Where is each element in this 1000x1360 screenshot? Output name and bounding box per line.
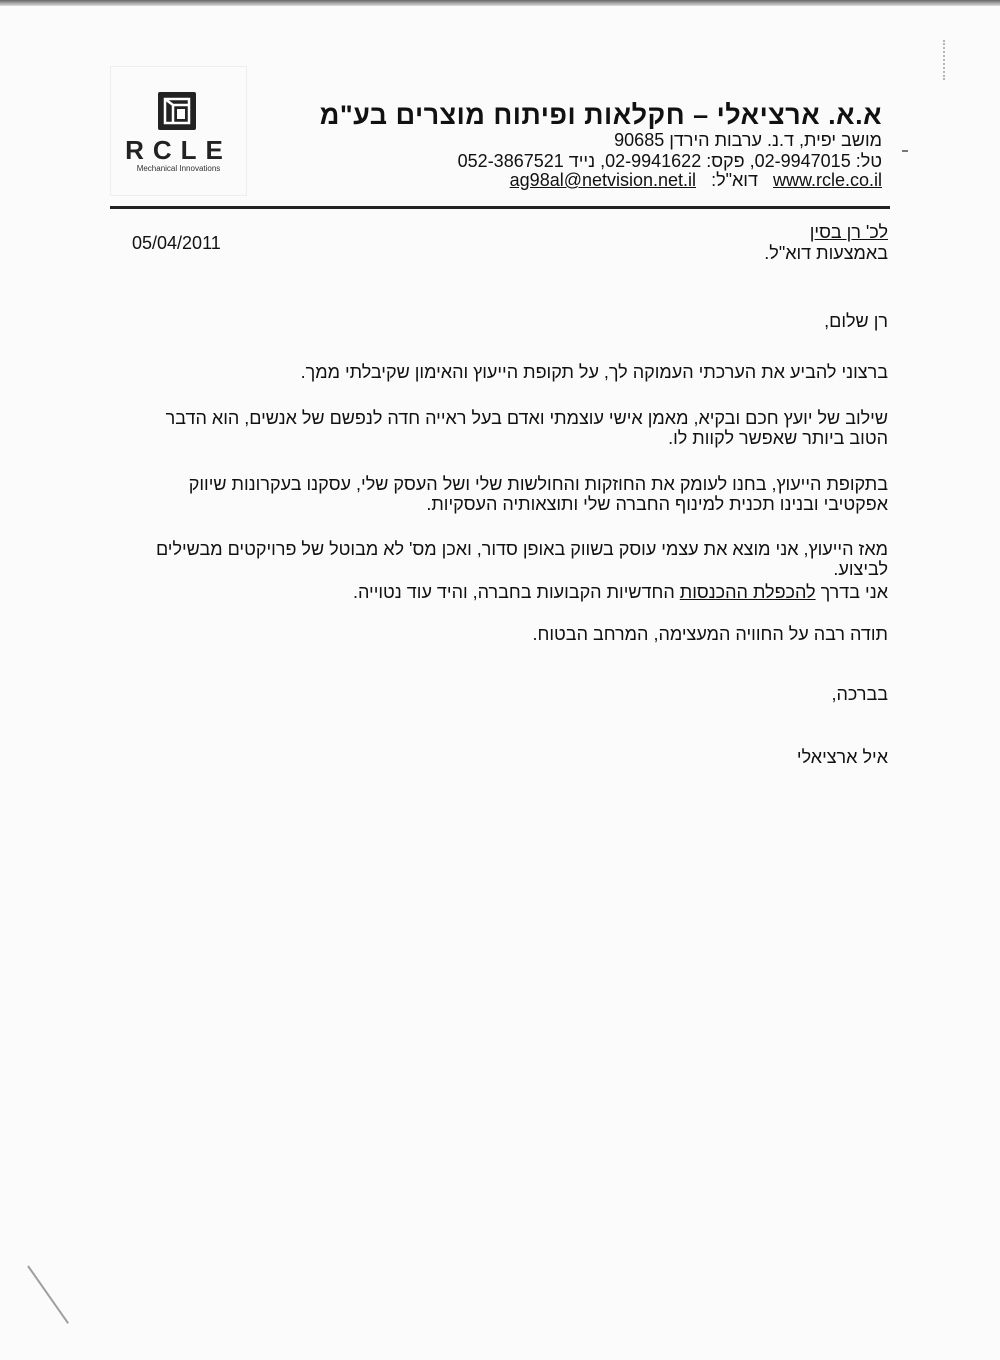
company-logo xyxy=(110,66,247,196)
company-address: מושב יפית, ד.נ. ערבות הירדן 90685 xyxy=(614,130,882,150)
signature: איל ארציאלי xyxy=(796,747,888,767)
company-name: א.א. ארציאלי – חקלאות ופיתוח מוצרים בע"מ xyxy=(319,100,882,130)
paragraph-2-line-2: הטוב ביותר שאפשר לקוות לו. xyxy=(668,428,888,448)
delivery-line: באמצעות דוא"ל. xyxy=(764,243,888,263)
email-link[interactable]: ag98al@netvision.net.il xyxy=(509,170,697,190)
contact-row xyxy=(510,170,882,191)
header-divider xyxy=(110,206,890,209)
paragraph-3-line-1: בתקופת הייעוץ, בחנו לעומק את החוזקות והחולשות שלי ושל העסק שלי, עסקנו בעקרונות שיווק xyxy=(188,474,888,494)
scan-artifact xyxy=(939,40,945,80)
website-link[interactable]: www.rcle.co.il xyxy=(772,170,882,190)
paragraph-2-line-1: שילוב של יועץ חכם ובקיא, מאמן אישי עוצמתי ואדם בעל ראייה חדה לנפשם של אנשים, הוא הדבר xyxy=(165,408,888,428)
paragraph-4-line-2: לביצוע. xyxy=(833,559,888,579)
letter-date: 05/04/2011 xyxy=(132,233,221,253)
logo-wordmark: RCLE xyxy=(125,135,232,165)
paragraph-3-line-2: אפקטיבי ובנינו תכנית למינוף החברה שלי ותוצאותיה העסקיות. xyxy=(426,494,888,514)
email-label: דוא"ל: xyxy=(711,170,758,190)
paragraph-5-underlined: להכפלת ההכנסות xyxy=(679,582,816,602)
paragraph-5 xyxy=(353,582,888,603)
greeting: רן שלום, xyxy=(824,311,888,331)
scan-edge xyxy=(0,0,1000,6)
company-phones: טל: 02-9947015, פקס: 02-9941622, נייד 052-3867521 xyxy=(457,151,882,171)
closing: בברכה, xyxy=(831,684,888,704)
logo-tagline: Mechanical Innovations xyxy=(136,164,221,173)
paragraph-1: ברצוני להביע את הערכתי העמוקה לך, על תקופת הייעוץ והאימון שקיבלתי ממך. xyxy=(300,362,888,382)
paragraph-6: תודה רבה על החוויה המעצימה, המרחב הבטוח. xyxy=(532,624,888,644)
paragraph-4-line-1: מאז הייעוץ, אני מוצא את עצמי עוסק בשווק באופן סדור, ואכן מס' לא מבוטל של פרויקטים מבשילים xyxy=(155,539,888,559)
scan-artifact xyxy=(902,150,908,152)
paragraph-5-suffix: החדשיות הקבועות בחברה, והיד עוד נטוייה. xyxy=(352,582,680,602)
scan-artifact xyxy=(27,1265,69,1323)
cube-logo-icon xyxy=(157,91,197,131)
recipient-line: לכ' רן בסין xyxy=(809,222,888,242)
paragraph-5-prefix: אני בדרך xyxy=(815,582,888,602)
